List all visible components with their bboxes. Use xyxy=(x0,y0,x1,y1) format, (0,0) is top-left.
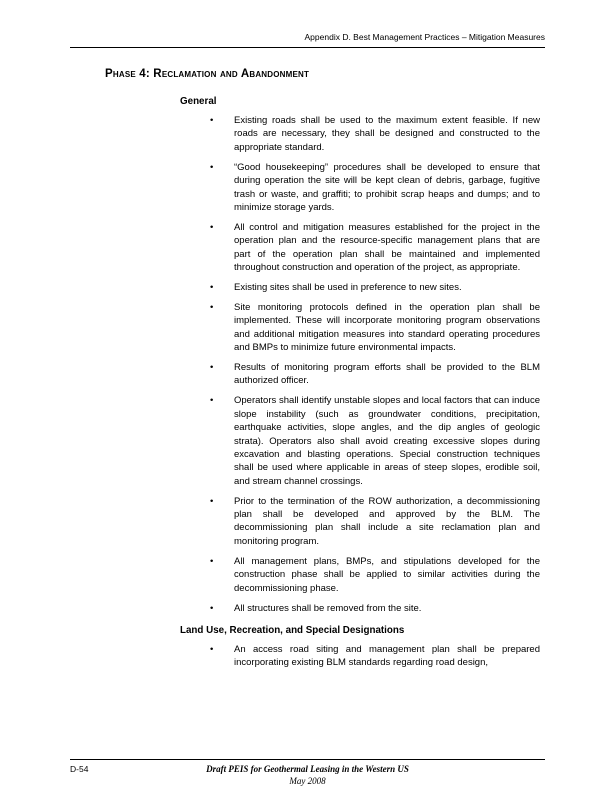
bullet-icon: • xyxy=(210,115,214,126)
bullet-text: Site monitoring protocols defined in the operation plan shall be implemented. These will incorporate monitoring program observations and additional mitigation measures into standard operating procedures and BMPs to minimize future environmental impacts. xyxy=(234,301,540,354)
list-item xyxy=(210,495,540,549)
page-number: D-54 xyxy=(70,764,89,774)
section-heading-general: General xyxy=(180,96,217,107)
bullet-icon: • xyxy=(210,555,214,567)
list-item xyxy=(210,394,540,488)
bullet-text: All management plans, BMPs, and stipulations developed for the construction phase shall be applied to similar activities during the decommissioning phase. xyxy=(234,555,540,594)
bullet-icon: • xyxy=(210,602,214,614)
bullet-text: All structures shall be removed from the site. xyxy=(234,602,422,614)
footer-date: May 2008 xyxy=(289,776,326,786)
bullet-text: Existing sites shall be used in preference to new sites. xyxy=(234,281,462,293)
list-item xyxy=(210,555,540,595)
bullet-text: Existing roads shall be used to the maximum extent feasible. If new roads are necessary, they shall be designed and constructed to the appropriate standard. xyxy=(234,115,540,153)
list-item xyxy=(210,361,540,388)
bullet-icon: • xyxy=(210,281,214,293)
bullet-icon: • xyxy=(210,362,214,373)
header-text: Appendix D. Best Management Practices – Mitigation Measures xyxy=(304,32,545,42)
list-item xyxy=(210,281,540,294)
section-heading-land-use: Land Use, Recreation, and Special Designations xyxy=(180,624,405,636)
bullet-text: Results of monitoring program efforts shall be provided to the BLM authorized officer. xyxy=(234,362,540,387)
bullet-icon: • xyxy=(210,221,214,233)
list-item xyxy=(210,114,540,154)
bullet-icon: • xyxy=(210,161,214,173)
bullet-icon: • xyxy=(210,643,214,655)
list-item xyxy=(210,301,540,355)
bullet-list-general xyxy=(210,114,540,615)
list-item xyxy=(210,643,540,670)
page-footer xyxy=(70,759,545,786)
list-item xyxy=(210,221,540,275)
list-item xyxy=(210,602,540,615)
bullet-text: An access road siting and management plan shall be prepared incorporating existing BLM standards regarding road design, xyxy=(234,643,540,669)
bullet-icon: • xyxy=(210,395,214,407)
footer-doc-title: Draft PEIS for Geothermal Leasing in the Western US xyxy=(206,764,409,774)
bullet-icon: • xyxy=(210,301,214,313)
page-content xyxy=(105,68,540,676)
bullet-text: Prior to the termination of the ROW authorization, a decommissioning plan shall be developed and approved by the BLM. The decommissioning plan shall include a site reclamation plan and monitoring program. xyxy=(234,495,540,547)
bullet-text: “Good housekeeping” procedures shall be developed to ensure that during operation the site will be kept clean of debris, garbage, fugitive trash or waste, and graffiti; to prohibit scrap heaps and dumps; and to minimize storage yards. xyxy=(234,161,540,213)
bullet-list-land-use xyxy=(210,643,540,670)
bullet-icon: • xyxy=(210,495,214,507)
bullet-text: Operators shall identify unstable slopes and local factors that can induce slope instability (such as groundwater conditions, precipitation, earthquake activities, slope angles, and the dip angles of geologic strata). Operators also shall avoid creating excessive slopes during excavation and blasting operations. Special construction techniques shall be used where applicable in areas of steep slopes, erodible soil, and stream channel crossings. xyxy=(234,395,540,487)
bullet-text: All control and mitigation measures established for the project in the operation plan and the resource-specific management plans that are part of the operation plan shall be maintained and implemented throughout construction and operation of the project, as appropriate. xyxy=(234,221,540,274)
page-header xyxy=(70,32,545,48)
list-item xyxy=(210,161,540,215)
page-title: Phase 4: Reclamation and Abandonment xyxy=(105,68,310,80)
